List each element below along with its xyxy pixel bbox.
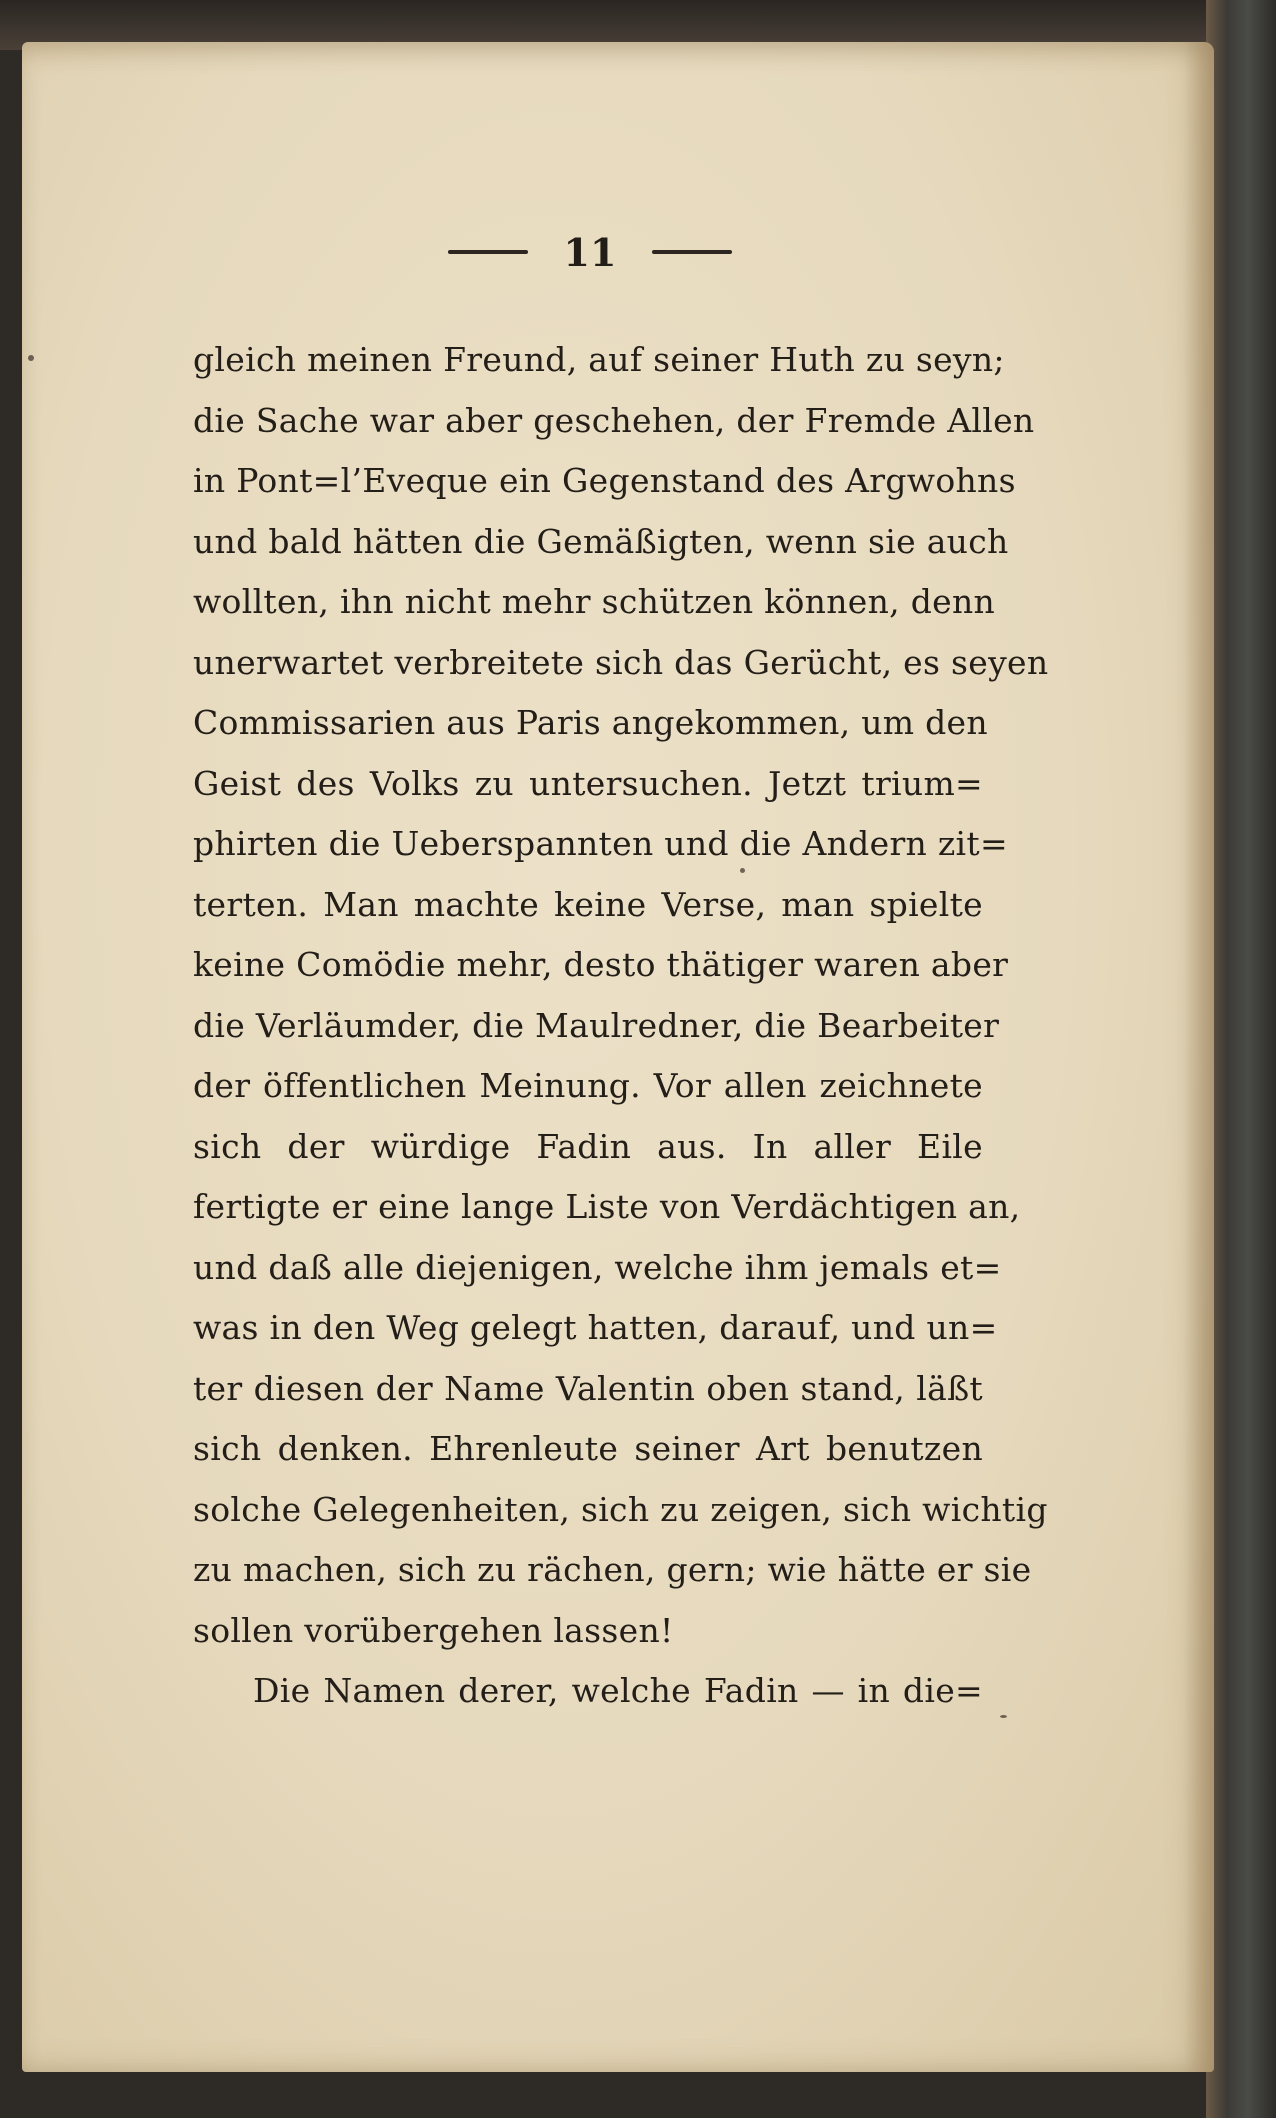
page-number: 11 <box>563 229 617 275</box>
text-line: und bald hätten die Gemäßigten, wenn sie auch <box>193 521 1009 561</box>
text-line: unerwartet verbreitete sich das Gerücht, es seyen <box>193 642 1049 682</box>
text-line: wollten, ihn nicht mehr schützen können, denn <box>193 582 996 621</box>
header-rule-right <box>652 250 732 254</box>
text-line: die Verläumder, die Maulredner, die Bearbeiter <box>193 1005 1000 1045</box>
text-line: gleich meinen Freund, auf seiner Huth zu seyn; <box>193 340 1005 379</box>
body-text <box>193 330 1049 1722</box>
text-line: solche Gelegenheiten, sich zu zeigen, sich wichtig <box>193 1489 1048 1529</box>
text-line: die Sache war aber geschehen, der Fremde Allen <box>193 400 1035 440</box>
text-line-paragraph-end: sollen vorübergehen lassen! <box>193 1610 674 1650</box>
text-line-next-paragraph: Die Namen derer, welche Fadin — in die= <box>253 1671 983 1710</box>
header-rule-left <box>448 250 528 254</box>
text-line: fertigte er eine lange Liste von Verdächtigen an, <box>193 1187 1021 1226</box>
text-line: Geist des Volks zu untersuchen. Jetzt trium= <box>193 763 983 803</box>
page-header <box>420 222 760 282</box>
text-line: Commissarien aus Paris angekommen, um den <box>193 703 988 742</box>
paper-speck <box>28 355 34 361</box>
text-line: zu machen, sich zu rächen, gern; wie hätte er sie <box>193 1550 1032 1589</box>
text-line: der öffentlichen Meinung. Vor allen zeichnete <box>193 1066 983 1105</box>
text-line: sich denken. Ehrenleute seiner Art benutzen <box>193 1429 983 1468</box>
text-line: sich der würdige Fadin aus. In aller Eile <box>193 1126 983 1166</box>
text-line: in Pont=l’Eveque ein Gegenstand des Argwohns <box>193 461 1016 500</box>
text-line: ter diesen der Name Valentin oben stand, läßt <box>193 1368 983 1408</box>
text-line: und daß alle diejenigen, welche ihm jemals et= <box>193 1247 1002 1287</box>
text-line: phirten die Ueberspannten und die Andern zit= <box>193 824 1008 863</box>
text-line: was in den Weg gelegt hatten, darauf, und un= <box>193 1308 998 1347</box>
paper-speck <box>740 868 745 873</box>
paper-speck <box>1000 1715 1007 1718</box>
page-edge-shading <box>1184 42 1214 2072</box>
text-line: keine Comödie mehr, desto thätiger waren aber <box>193 945 1009 984</box>
book-binding-edge <box>1206 0 1276 2118</box>
text-line: terten. Man machte keine Verse, man spielte <box>193 884 983 924</box>
